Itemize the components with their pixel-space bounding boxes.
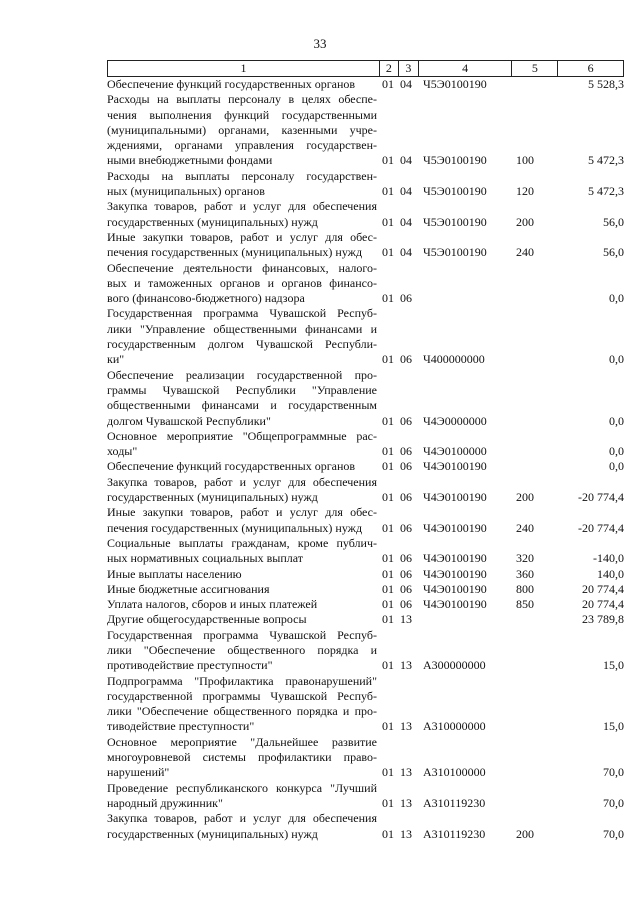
- row-section-code: 01: [382, 77, 394, 91]
- row-amount: 15,0: [603, 719, 624, 734]
- row-section-code: 01: [382, 765, 394, 780]
- row-target-article: А300000000: [423, 658, 486, 673]
- row-subsection-code: 06: [400, 444, 412, 459]
- row-description: [107, 169, 379, 200]
- description-line: Обеспечение реализации государственной про-: [107, 367, 377, 382]
- row-target-article: Ч5Э0100190: [423, 214, 487, 229]
- row-subsection-code: 13: [400, 826, 412, 841]
- row-amount: 0,0: [609, 413, 624, 428]
- description-line: Основное мероприятие "Дальнейшее развитие: [107, 734, 377, 749]
- table-row: [107, 597, 624, 612]
- table-row: [107, 429, 624, 460]
- header-cell: 2: [379, 61, 398, 76]
- description-line: чения выполнения функций государственными: [107, 107, 377, 122]
- row-subsection-code: 13: [400, 795, 412, 810]
- row-description: [107, 92, 379, 168]
- row-description: [107, 459, 379, 474]
- budget-table: [107, 60, 624, 842]
- row-description: [107, 368, 379, 429]
- row-amount: 20 774,4: [582, 597, 624, 612]
- row-target-article: Ч4Э0100190: [423, 520, 487, 535]
- description-line: ходы": [107, 444, 138, 459]
- row-subsection-code: 06: [400, 459, 412, 474]
- header-cell: 3: [398, 61, 418, 76]
- description-line: ки": [107, 352, 125, 367]
- row-section-code: 01: [382, 444, 394, 459]
- row-section-code: 01: [382, 795, 394, 810]
- row-description: [107, 199, 379, 230]
- row-target-article: А310000000: [423, 719, 486, 734]
- row-section-code: 01: [382, 719, 394, 734]
- description-line: государственной программы Чувашской Респуб-: [107, 688, 377, 703]
- row-description: [107, 77, 379, 92]
- row-amount: 70,0: [603, 826, 624, 841]
- row-amount: 70,0: [603, 765, 624, 780]
- row-section-code: 01: [382, 214, 394, 229]
- table-row: [107, 505, 624, 536]
- row-expense-type: 240: [516, 520, 534, 535]
- row-description: [107, 628, 379, 674]
- table-row: [107, 567, 624, 582]
- row-subsection-code: 13: [400, 612, 412, 627]
- row-target-article: Ч5Э0100190: [423, 153, 487, 168]
- row-subsection-code: 06: [400, 551, 412, 566]
- row-subsection-code: 04: [400, 153, 412, 168]
- row-section-code: 01: [382, 245, 394, 260]
- description-line: Закупка товаров, работ и услуг для обеспечения: [107, 811, 377, 826]
- row-description: [107, 230, 379, 261]
- description-line: печения государственных (муниципальных) нужд: [107, 245, 363, 260]
- description-line: Подпрограмма "Профилактика правонарушений": [107, 673, 377, 688]
- table-row: [107, 582, 624, 597]
- row-description: [107, 536, 379, 567]
- description-line: общественными финансами и государственным: [107, 398, 377, 413]
- row-subsection-code: 06: [400, 566, 412, 581]
- row-section-code: 01: [382, 566, 394, 581]
- row-amount: -20 774,4: [578, 490, 624, 505]
- description-line: Закупка товаров, работ и услуг для обеспечения: [107, 474, 377, 489]
- row-section-code: 01: [382, 184, 394, 199]
- description-line: вых и таможенных органов и органов финансо-: [107, 275, 377, 290]
- row-description: [107, 567, 379, 582]
- row-amount: 0,0: [609, 352, 624, 367]
- description-line: ных (муниципальных) органов: [107, 184, 265, 199]
- row-amount: 23 789,8: [582, 612, 624, 627]
- row-amount: 140,0: [597, 566, 624, 581]
- table-row: [107, 92, 624, 168]
- description-line: Иные бюджетные ассигнования: [107, 581, 270, 596]
- row-expense-type: 200: [516, 826, 534, 841]
- description-line: Другие общегосударственные вопросы: [107, 612, 307, 627]
- description-line: противодействие преступности": [107, 658, 273, 673]
- row-section-code: 01: [382, 612, 394, 627]
- row-subsection-code: 13: [400, 719, 412, 734]
- row-expense-type: 200: [516, 490, 534, 505]
- row-amount: 56,0: [603, 245, 624, 260]
- row-subsection-code: 06: [400, 490, 412, 505]
- row-amount: 0,0: [609, 459, 624, 474]
- table-row: [107, 811, 624, 842]
- description-line: Иные закупки товаров, работ и услуг для обес-: [107, 505, 377, 520]
- description-line: вого (финансово-бюджетного) надзора: [107, 291, 305, 306]
- row-section-code: 01: [382, 520, 394, 535]
- row-description: [107, 597, 379, 612]
- table-row: [107, 368, 624, 429]
- row-amount: 56,0: [603, 214, 624, 229]
- description-line: народный дружинник": [107, 795, 223, 810]
- row-target-article: Ч4Э0100190: [423, 551, 487, 566]
- row-amount: 0,0: [609, 291, 624, 306]
- description-line: Закупка товаров, работ и услуг для обеспечения: [107, 199, 377, 214]
- row-expense-type: 240: [516, 245, 534, 260]
- row-subsection-code: 06: [400, 352, 412, 367]
- row-subsection-code: 13: [400, 658, 412, 673]
- row-target-article: Ч400000000: [423, 352, 485, 367]
- row-amount: 20 774,4: [582, 581, 624, 596]
- row-target-article: Ч4Э0100190: [423, 490, 487, 505]
- page-number: 33: [313, 36, 327, 51]
- row-section-code: 01: [382, 581, 394, 596]
- row-target-article: Ч5Э0100190: [423, 184, 487, 199]
- description-line: нарушений": [107, 765, 170, 780]
- description-line: Государственная программа Чувашской Респуб-: [107, 306, 377, 321]
- table-row: [107, 306, 624, 367]
- row-target-article: А310100000: [423, 765, 486, 780]
- row-amount: 70,0: [603, 795, 624, 810]
- table-row: [107, 735, 624, 781]
- table-row: [107, 199, 624, 230]
- row-amount: -20 774,4: [578, 520, 624, 535]
- row-amount: 0,0: [609, 444, 624, 459]
- row-subsection-code: 04: [400, 214, 412, 229]
- description-line: Иные закупки товаров, работ и услуг для обес-: [107, 229, 377, 244]
- description-line: ных нормативных социальных выплат: [107, 551, 304, 566]
- description-line: государственным долгом Чувашской Республи-: [107, 337, 377, 352]
- row-amount: 15,0: [603, 658, 624, 673]
- row-section-code: 01: [382, 459, 394, 474]
- description-line: лики "Обеспечение общественного порядка и про-: [107, 704, 377, 719]
- row-amount: 5 472,3: [588, 184, 624, 199]
- header-cell: 6: [557, 61, 623, 76]
- row-expense-type: 800: [516, 581, 534, 596]
- row-description: [107, 505, 379, 536]
- description-line: Расходы на выплаты персоналу государствен-: [107, 168, 377, 183]
- row-subsection-code: 04: [400, 184, 412, 199]
- row-amount: -140,0: [593, 551, 624, 566]
- description-line: (муниципальными) органами, казенными учре-: [107, 122, 377, 137]
- row-target-article: Ч4Э0100190: [423, 597, 487, 612]
- table-row: [107, 475, 624, 506]
- description-line: Основное мероприятие "Общепрограммные рас-: [107, 428, 377, 443]
- row-description: [107, 582, 379, 597]
- row-expense-type: 120: [516, 184, 534, 199]
- row-description: [107, 612, 379, 627]
- description-line: Уплата налогов, сборов и иных платежей: [107, 597, 318, 612]
- row-section-code: 01: [382, 490, 394, 505]
- description-line: государственных (муниципальных) нужд: [107, 490, 318, 505]
- row-description: [107, 429, 379, 460]
- row-description: [107, 735, 379, 781]
- description-line: печения государственных (муниципальных) нужд: [107, 520, 363, 535]
- description-line: Государственная программа Чувашской Респуб-: [107, 627, 377, 642]
- row-subsection-code: 04: [400, 77, 412, 91]
- row-subsection-code: 06: [400, 597, 412, 612]
- row-section-code: 01: [382, 597, 394, 612]
- description-line: лики "Обеспечение общественного порядка и: [107, 642, 377, 657]
- table-row: [107, 612, 624, 627]
- table-header: [107, 60, 624, 77]
- row-section-code: 01: [382, 551, 394, 566]
- description-line: Обеспечение функций государственных органов: [107, 459, 356, 474]
- header-cell: 1: [240, 61, 247, 75]
- header-cell: 4: [418, 61, 512, 76]
- description-line: тиводействие преступности": [107, 719, 255, 734]
- row-description: [107, 781, 379, 812]
- row-target-article: Ч4Э0100000: [423, 444, 487, 459]
- row-description: [107, 475, 379, 506]
- row-section-code: 01: [382, 826, 394, 841]
- description-line: Социальные выплаты гражданам, кроме публич-: [107, 535, 377, 550]
- row-expense-type: 320: [516, 551, 534, 566]
- row-subsection-code: 13: [400, 765, 412, 780]
- table-row: [107, 459, 624, 474]
- row-description: [107, 674, 379, 735]
- row-section-code: 01: [382, 352, 394, 367]
- row-subsection-code: 04: [400, 245, 412, 260]
- row-amount: 5 472,3: [588, 153, 624, 168]
- table-row: [107, 674, 624, 735]
- row-description: [107, 811, 379, 842]
- description-line: государственных (муниципальных) нужд: [107, 826, 318, 841]
- row-description: [107, 306, 379, 367]
- table-body: [107, 77, 624, 842]
- table-row: [107, 169, 624, 200]
- row-section-code: 01: [382, 413, 394, 428]
- description-line: Обеспечение функций государственных органов: [107, 77, 356, 91]
- table-row: [107, 628, 624, 674]
- description-line: долгом Чувашской Республики": [107, 413, 271, 428]
- description-line: Проведение республиканского конкурса "Лучший: [107, 780, 377, 795]
- table-row: [107, 781, 624, 812]
- row-subsection-code: 06: [400, 413, 412, 428]
- row-subsection-code: 06: [400, 520, 412, 535]
- row-expense-type: 200: [516, 214, 534, 229]
- description-line: Иные выплаты населению: [107, 566, 242, 581]
- description-line: многоуровневой системы профилактики право-: [107, 750, 377, 765]
- table-row: [107, 230, 624, 261]
- row-subsection-code: 06: [400, 581, 412, 596]
- description-line: Расходы на выплаты персоналу в целях обеспе-: [107, 92, 377, 107]
- row-amount: 5 528,3: [588, 77, 624, 91]
- description-line: лики "Управление общественными финансами и: [107, 321, 377, 336]
- row-target-article: Ч4Э0100190: [423, 566, 487, 581]
- row-section-code: 01: [382, 291, 394, 306]
- row-subsection-code: 06: [400, 291, 412, 306]
- description-line: государственных (муниципальных) нужд: [107, 214, 318, 229]
- row-target-article: Ч5Э0100190: [423, 77, 487, 91]
- row-target-article: Ч4Э0100190: [423, 459, 487, 474]
- row-target-article: Ч4Э0000000: [423, 413, 487, 428]
- description-line: Обеспечение деятельности финансовых, налого-: [107, 260, 377, 275]
- row-expense-type: 850: [516, 597, 534, 612]
- table-row: [107, 536, 624, 567]
- row-expense-type: 360: [516, 566, 534, 581]
- row-expense-type: 100: [516, 153, 534, 168]
- header-cell: 5: [511, 61, 557, 76]
- table-row: [107, 77, 624, 92]
- table-row: [107, 261, 624, 307]
- description-line: ными внебюджетными фондами: [107, 153, 273, 168]
- row-description: [107, 261, 379, 307]
- row-target-article: Ч4Э0100190: [423, 581, 487, 596]
- row-target-article: А310119230: [423, 826, 486, 841]
- row-section-code: 01: [382, 658, 394, 673]
- description-line: ждениями, органами управления государствен-: [107, 138, 377, 153]
- row-section-code: 01: [382, 153, 394, 168]
- row-target-article: Ч5Э0100190: [423, 245, 487, 260]
- row-target-article: А310119230: [423, 795, 486, 810]
- description-line: граммы Чувашской Республики "Управление: [107, 382, 377, 397]
